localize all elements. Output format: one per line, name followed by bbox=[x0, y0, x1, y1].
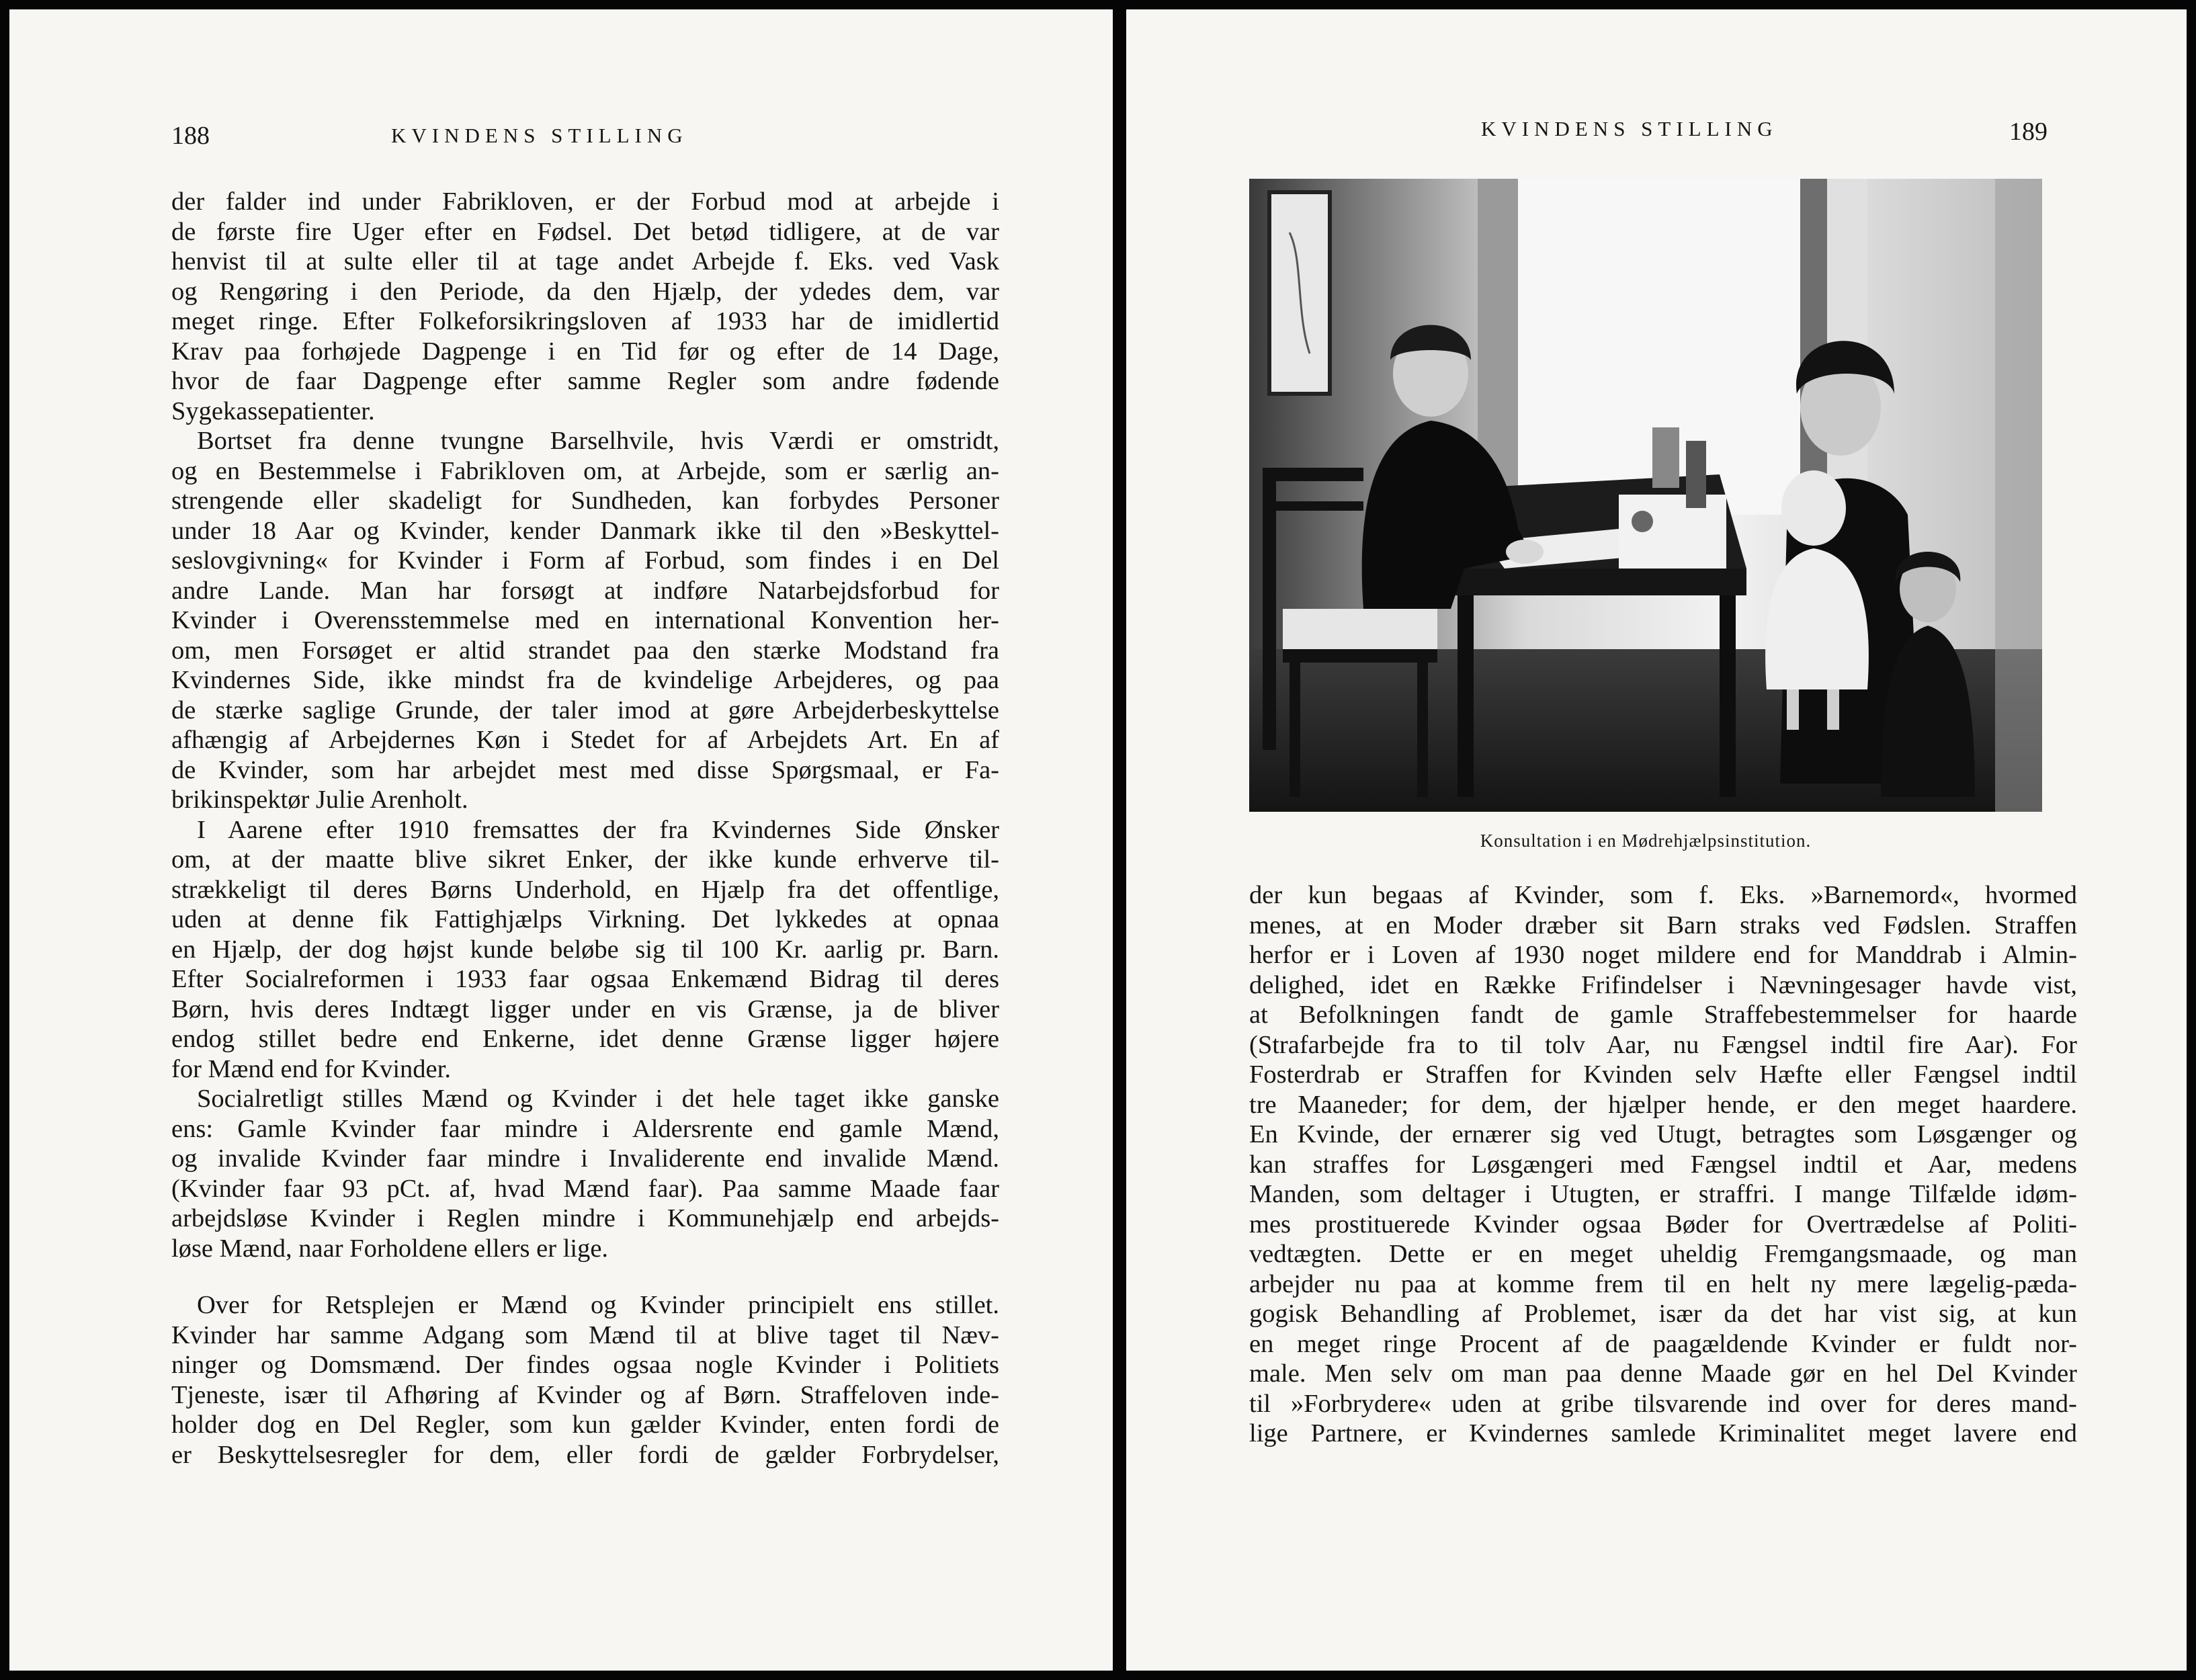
text-line: at Befolkningen fandt de gamle Straffebestemmelser for haarde bbox=[1249, 1001, 2077, 1029]
right-page bbox=[1126, 9, 2187, 1671]
text-line: Kvinder i Overensstemmelse med en international Konvention her- bbox=[171, 606, 999, 634]
page-number: 188 bbox=[171, 122, 210, 150]
running-head: KVINDENS STILLING bbox=[391, 124, 688, 147]
text-line: tre Maaneder; for dem, der hjælper hende, er den meget haardere. bbox=[1249, 1090, 2077, 1119]
text-line: og Rengøring i den Periode, da den Hjælp, der ydedes dem, var bbox=[171, 277, 999, 306]
text-line: om, men Forsøget er altid strandet paa den stærke Modstand fra bbox=[171, 636, 999, 665]
text-line: endog stillet bedre end Enkerne, idet denne Grænse ligger højere bbox=[171, 1025, 999, 1053]
photo-illustration bbox=[1249, 179, 2042, 812]
text-line: Kvinder har samme Adgang som Mænd til at blive taget til Næv- bbox=[171, 1320, 999, 1349]
text-line: om, at der maatte blive sikret Enker, der ikke kunde erhverve til- bbox=[171, 845, 999, 874]
text-line: Manden, som deltager i Utugten, er straffri. I mange Tilfælde idøm- bbox=[1249, 1180, 2077, 1208]
left-page bbox=[9, 9, 1113, 1671]
text-line: for Mænd end for Kvinder. bbox=[171, 1054, 451, 1083]
text-line: ens: Gamle Kvinder faar mindre i Aldersrente end gamle Mænd, bbox=[171, 1114, 999, 1143]
text-line: arbejdsløse Kvinder i Reglen mindre i Kommunehjælp end arbejds- bbox=[171, 1204, 999, 1232]
text-line: (Strafarbejde fra to til tolv Aar, nu Fængsel indtil fire Aar). For bbox=[1249, 1030, 2077, 1059]
text-line: afhængig af Arbejdernes Køn i Stedet for af Arbejdets Art. En af bbox=[171, 726, 999, 754]
text-line: brikinspektør Julie Arenholt. bbox=[171, 786, 468, 814]
text-line: hvor de faar Dagpenge efter samme Regler som andre fødende bbox=[171, 367, 999, 395]
text-line: menes, at en Moder dræber sit Barn straks ved Fødslen. Straffen bbox=[1249, 911, 2077, 939]
consultation-photo bbox=[1249, 179, 2042, 812]
text-line: under 18 Aar og Kvinder, kender Danmark ikke til den »Beskyttel- bbox=[171, 516, 999, 545]
text-line: Børn, hvis deres Indtægt ligger under en vis Grænse, ja de bliver bbox=[171, 995, 999, 1023]
photo-caption: Konsultation i en Mødrehjælpsinstitution. bbox=[1480, 831, 1812, 851]
text-line: delighed, idet en Række Frifindelser i Nævningesager havde vist, bbox=[1249, 970, 2077, 999]
text-line: de Kvinder, som har arbejdet mest med disse Spørgsmaal, er Fa- bbox=[171, 755, 999, 784]
text-line: Bortset fra denne tvungne Barselhvile, hvis Værdi er omstridt, bbox=[197, 427, 999, 455]
text-line: og invalide Kvinder faar mindre i Invaliderente end invalide Mænd. bbox=[171, 1144, 999, 1173]
text-line: Sygekassepatienter. bbox=[171, 396, 375, 425]
text-line: løse Mænd, naar Forholdene ellers er lige. bbox=[171, 1234, 609, 1263]
text-line: en Hjælp, der dog højst kunde beløbe sig til 100 Kr. aarlig pr. Barn. bbox=[171, 935, 999, 964]
text-line: og en Bestemmelse i Fabrikloven om, at Arbejde, som er særlig an- bbox=[171, 456, 999, 485]
text-line: (Kvinder faar 93 pCt. af, hvad Mænd faar). Paa samme Maade faar bbox=[171, 1174, 999, 1203]
text-line: til »Forbrydere« uden at gribe tilsvarende ind over for deres mand- bbox=[1249, 1389, 2077, 1418]
text-line: Socialretligt stilles Mænd og Kvinder i det hele taget ikke ganske bbox=[197, 1085, 999, 1113]
text-line: mes prostituerede Kvinder ogsaa Bøder for Overtrædelse af Politi- bbox=[1249, 1210, 2077, 1238]
text-line: meget ringe. Efter Folkeforsikringsloven af 1933 har de imidlertid bbox=[171, 307, 999, 335]
text-line: de første fire Uger efter en Fødsel. Det betød tidligere, at de var bbox=[171, 217, 999, 246]
text-line: henvist til at sulte eller til at tage andet Arbejde f. Eks. ved Vask bbox=[171, 247, 999, 276]
text-line: I Aarene efter 1910 fremsattes der fra Kvindernes Side Ønsker bbox=[197, 815, 999, 844]
text-line: de stærke saglige Grunde, der taler imod at gøre Arbejderbeskyttelse bbox=[171, 696, 999, 724]
body-text bbox=[171, 187, 999, 1470]
text-line: En Kvinde, der ernærer sig ved Utugt, betragtes som Løsgænger og bbox=[1249, 1120, 2077, 1148]
text-line: uden at denne fik Fattighjælps Virkning. Det lykkedes at opnaa bbox=[171, 905, 999, 933]
text-line: Fosterdrab er Straffen for Kvinden selv Hæfte eller Fængsel indtil bbox=[1249, 1060, 2077, 1089]
text-line: Tjeneste, især til Afhøring af Kvinder og af Børn. Straffeloven inde- bbox=[171, 1380, 999, 1409]
text-line: seslovgivning« for Kvinder i Form af Forbud, som findes i en Del bbox=[171, 546, 999, 575]
body-text bbox=[1249, 880, 2077, 1449]
text-line: der falder ind under Fabrikloven, er der Forbud mod at arbejde i bbox=[171, 187, 999, 216]
text-line: Kvindernes Side, ikke mindst fra de kvindelige Arbejderes, og paa bbox=[171, 666, 999, 694]
text-line: Efter Socialreformen i 1933 faar ogsaa Enkemænd Bidrag til deres bbox=[171, 965, 999, 993]
text-line: andre Lande. Man har forsøgt at indføre Natarbejdsforbud for bbox=[171, 576, 999, 605]
text-line: gogisk Behandling af Problemet, især da det har vist sig, at kun bbox=[1249, 1300, 2077, 1328]
text-line: vedtægten. Dette er en meget uheldig Fremgangsmaade, og man bbox=[1249, 1240, 2077, 1268]
text-line: holder dog en Del Regler, som kun gælder Kvinder, enten fordi de bbox=[171, 1411, 999, 1439]
text-line: ninger og Domsmænd. Der findes ogsaa nogle Kvinder i Politiets bbox=[171, 1351, 999, 1379]
text-line: Over for Retsplejen er Mænd og Kvinder principielt ens stillet. bbox=[197, 1291, 999, 1319]
running-head: KVINDENS STILLING bbox=[1481, 117, 1778, 140]
text-line: lige Partnere, er Kvindernes samlede Kriminalitet meget lavere end bbox=[1249, 1419, 2077, 1447]
page-number: 189 bbox=[2009, 118, 2047, 146]
text-line: strengende eller skadeligt for Sundheden, kan forbydes Personer bbox=[171, 487, 999, 515]
text-line: der kun begaas af Kvinder, som f. Eks. »Barnemord«, hvormed bbox=[1249, 881, 2077, 909]
text-line: male. Men selv om man paa denne Maade gør en hel Del Kvinder bbox=[1249, 1359, 2077, 1388]
text-line: kan straffes for Løsgængeri med Fængsel indtil et Aar, medens bbox=[1249, 1150, 2077, 1179]
text-line: arbejder nu paa at komme frem til en helt ny mere lægelig-pæda- bbox=[1249, 1269, 2077, 1298]
text-line: en meget ringe Procent af de paagældende Kvinder er fuldt nor- bbox=[1249, 1329, 2077, 1358]
text-line: er Beskyttelsesregler for dem, eller fordi de gælder Forbrydelser, bbox=[171, 1440, 999, 1469]
text-line: herfor er i Loven af 1930 noget mildere end for Manddrab i Almin- bbox=[1249, 941, 2077, 969]
text-line: strækkeligt til deres Børns Underhold, en Hjælp fra det offentlige, bbox=[171, 875, 999, 904]
text-line: Krav paa forhøjede Dagpenge i en Tid før og efter de 14 Dage, bbox=[171, 337, 999, 366]
